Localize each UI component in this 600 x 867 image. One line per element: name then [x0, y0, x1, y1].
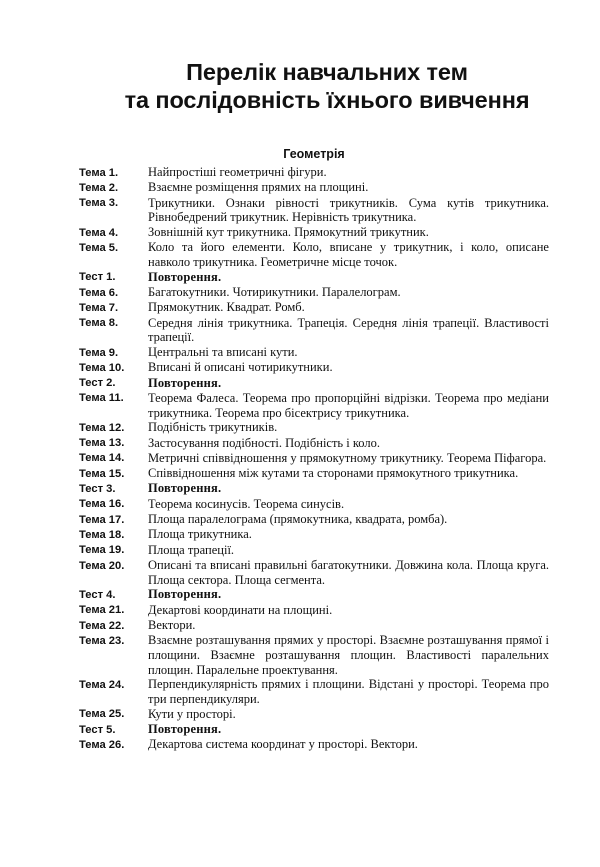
topic-label: Тема 4. [79, 226, 119, 239]
section-heading: Геометрія [283, 147, 345, 161]
topic-label: Тема 21. [79, 604, 125, 617]
topic-text: Прямокутник. Квадрат. Ромб. [148, 300, 305, 315]
topic-text: Перпендикулярність прямих і площини. Відстані у просторі. Теорема про три перпендикуляри. [148, 677, 549, 707]
topic-text: Повторення. [148, 481, 222, 496]
topic-row [79, 225, 549, 240]
topic-row [79, 707, 549, 722]
topic-label: Тема 16. [79, 498, 125, 511]
topic-text: Подібність трикутників. [148, 420, 278, 435]
topic-row [79, 633, 549, 677]
topic-label: Тема 18. [79, 528, 125, 541]
topic-text: Теорема косинусів. Теорема синусів. [148, 496, 345, 511]
topic-text: Взаємне розташування прямих у просторі. Взаємне розташування прямої і площини. Взаємне розташування площин. Властивості паралельних площин. Паралельне проектування. [148, 633, 549, 677]
topic-label: Тест 5. [79, 723, 116, 736]
topic-text: Вектори. [148, 617, 196, 632]
test-row [79, 722, 549, 737]
topic-label: Тема 15. [79, 467, 125, 480]
topic-row [79, 512, 549, 527]
topic-text: Повторення. [148, 375, 222, 390]
topic-label: Тест 3. [79, 483, 116, 496]
topic-row [79, 391, 549, 420]
topic-text: Кути у просторі. [148, 706, 236, 721]
topic-row [79, 603, 549, 618]
topic-label: Тест 1. [79, 271, 116, 284]
topic-label: Тема 19. [79, 544, 125, 557]
topic-text: Трикутники. Ознаки рівності трикутників. Сума кутів трикутника. Рівнобедрений трикутник. Нерівність трикутника. [148, 195, 549, 225]
topic-row [79, 466, 549, 481]
topic-label: Тема 11. [79, 392, 124, 405]
topic-text: Повторення. [148, 722, 222, 737]
topic-row [79, 543, 549, 558]
test-row [79, 587, 549, 602]
topic-text: Площа трикутника. [148, 527, 252, 542]
topic-label: Тема 22. [79, 619, 125, 632]
topic-row [79, 497, 549, 512]
topic-text: Повторення. [148, 269, 222, 284]
topic-row [79, 196, 549, 225]
test-row [79, 376, 549, 391]
topic-label: Тема 25. [79, 708, 125, 721]
topic-row [79, 527, 549, 542]
topic-label: Тема 6. [79, 286, 119, 299]
topic-text: Взаємне розміщення прямих на площині. [148, 180, 369, 195]
topic-text: Вписані й описані чотирикутники. [148, 360, 333, 375]
topic-text: Зовнішній кут трикутника. Прямокутний трикутник. [148, 225, 429, 239]
page-title [79, 58, 575, 114]
topic-text: Декартові координати на площині. [148, 602, 333, 617]
topic-label: Тема 3. [79, 197, 119, 210]
topic-label: Тест 2. [79, 377, 116, 390]
topic-row [79, 558, 549, 587]
topic-row [79, 240, 549, 269]
topic-text: Повторення. [148, 587, 222, 602]
topic-row [79, 360, 549, 375]
topic-text: Багатокутники. Чотирикутники. Паралелограм. [148, 285, 401, 299]
topic-row [79, 436, 549, 451]
topic-text: Описані та вписані правильні багатокутники. Довжина кола. Площа круга. Площа сектора. Площа сегмента. [148, 557, 549, 587]
topic-label: Тема 23. [79, 634, 125, 647]
topic-row [79, 737, 549, 752]
topic-text: Коло та його елементи. Коло, вписане у трикутник, і коло, описане навколо трикутника. Геометричне місце точок. [148, 240, 549, 269]
topic-text: Середня лінія трикутника. Трапеція. Середня лінія трапеції. Властивості трапеції. [148, 315, 549, 345]
topic-label: Тема 24. [79, 678, 125, 691]
topic-label: Тема 20. [79, 559, 125, 572]
topic-label: Тема 14. [79, 452, 125, 465]
topic-text: Площа паралелограма (прямокутника, квадрата, ромба). [148, 512, 448, 527]
test-row [79, 270, 549, 285]
topic-text: Співвідношення між кутами та сторонами прямокутного трикутника. [148, 466, 519, 481]
page-title-line-2: та послідовність їхнього вивчення [124, 87, 530, 113]
topic-row [79, 300, 549, 315]
topic-text: Теорема Фалеса. Теорема про пропорційні відрізки. Теорема про медіани трикутника. Теорема про бісектрису трикутника. [148, 390, 549, 420]
topic-label: Тема 8. [79, 317, 119, 330]
topic-label: Тема 7. [79, 301, 119, 314]
topic-label: Тест 4. [79, 588, 116, 601]
topic-row [79, 420, 549, 435]
topic-text: Декартова система координат у просторі. Вектори. [148, 737, 418, 752]
topic-label: Тема 26. [79, 738, 125, 751]
topic-row [79, 451, 549, 466]
topic-label: Тема 1. [79, 166, 119, 179]
test-row [79, 481, 549, 496]
topic-row [79, 345, 549, 360]
topic-text: Метричні співвідношення у прямокутному трикутнику. Теорема Піфагора. [148, 450, 547, 465]
topic-row [79, 165, 549, 180]
topic-label: Тема 2. [79, 181, 119, 194]
topic-label: Тема 17. [79, 513, 125, 526]
topic-row [79, 316, 549, 345]
topic-row [79, 180, 549, 195]
topic-row [79, 618, 549, 633]
topic-row [79, 285, 549, 300]
topic-text: Найпростіші геометричні фігури. [148, 165, 327, 179]
topic-label: Тема 10. [79, 361, 125, 374]
topic-text: Застосування подібності. Подібність і коло. [148, 435, 380, 450]
topic-text: Площа трапеції. [148, 542, 235, 557]
topic-row [79, 677, 549, 706]
topic-text: Центральні та вписані кути. [148, 345, 298, 359]
topic-list [79, 165, 549, 753]
topic-label: Тема 12. [79, 421, 125, 434]
page-title-line-1: Перелік навчальних тем [186, 59, 468, 85]
topic-label: Тема 13. [79, 437, 125, 450]
topic-label: Тема 5. [79, 241, 119, 254]
topic-label: Тема 9. [79, 346, 119, 359]
